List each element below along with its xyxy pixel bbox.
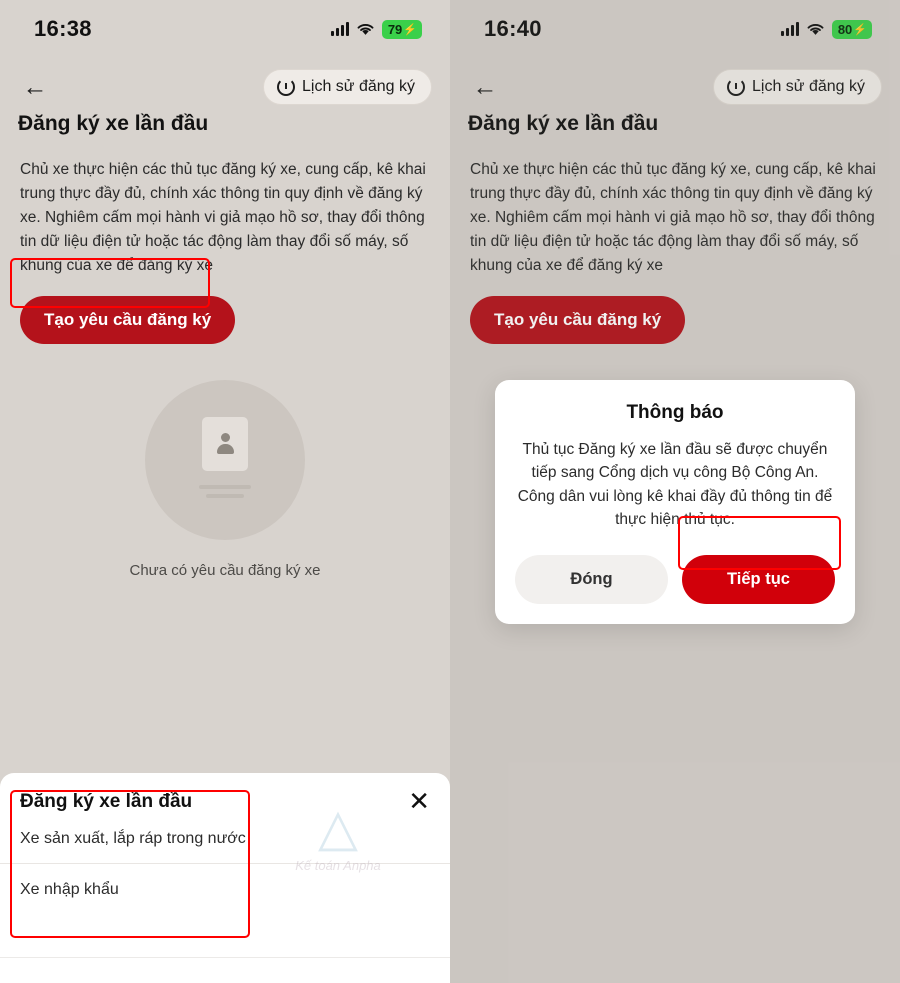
bottom-sheet-title: Đăng ký xe lần đầu	[20, 791, 193, 812]
document-card-icon	[202, 417, 248, 471]
battery-indicator	[382, 20, 422, 39]
empty-state	[0, 380, 450, 579]
dialog-continue-button[interactable]: Tiếp tục	[682, 555, 835, 604]
page-description: Chủ xe thực hiện các thủ tục đăng ký xe, cung cấp, kê khai trung thực đầy đủ, chính xác thông tin quy định về đăng ký xe. Nghiêm cấm mọi hành vi giả mạo hồ sơ, thay đổi thông tin dữ liệu điện tử hoặc tác động làm thay đổi số máy, số khung của xe để đăng ký xe	[20, 161, 426, 275]
placeholder-lines	[199, 480, 251, 503]
create-registration-request-button[interactable]: Tạo yêu cầu đăng ký	[20, 296, 235, 344]
cellular-signal-icon	[331, 22, 349, 36]
sheet-option-imported[interactable]: Xe nhập khẩu	[0, 863, 450, 914]
registration-history-button[interactable]	[263, 69, 432, 105]
dialog-message: Thủ tục Đăng ký xe lần đầu sẽ được chuyển tiếp sang Cổng dịch vụ công Bộ Công An. Công dân vui lòng kê khai đầy đủ thông tin để thực hiện thủ tục.	[517, 441, 833, 528]
dialog-close-button[interactable]: Đóng	[515, 555, 668, 604]
page-description: Chủ xe thực hiện các thủ tục đăng ký xe, cung cấp, kê khai trung thực đầy đủ, chính xác thông tin quy định về đăng ký xe. Nghiêm cấm mọi hành vi giả mạo hồ sơ, thay đổi thông tin dữ liệu điện tử hoặc tác động làm thay đổi số máy, số khung của xe để đăng ký xe	[470, 161, 876, 275]
right-phone-screen	[450, 0, 900, 983]
dialog-actions	[515, 555, 835, 604]
page-title: Đăng ký xe lần đầu	[18, 112, 209, 135]
watermark-logo-icon: △	[318, 799, 358, 857]
battery-charging-icon: ⚡	[853, 23, 867, 36]
clock-history-icon	[277, 78, 295, 96]
close-icon[interactable]: ✕	[408, 786, 430, 816]
back-button[interactable]: ←	[472, 72, 498, 101]
wifi-icon	[356, 22, 375, 36]
registration-history-label: Lịch sử đăng ký	[302, 78, 415, 95]
watermark	[278, 799, 398, 873]
watermark-text: Kế toán Anpha	[295, 857, 381, 873]
create-registration-request-button[interactable]: Tạo yêu cầu đăng ký	[470, 296, 685, 344]
status-time: 16:40	[484, 16, 542, 41]
battery-level: 80	[837, 21, 853, 37]
back-button[interactable]: ←	[22, 72, 48, 101]
bottom-sheet	[0, 773, 450, 983]
status-time: 16:38	[34, 16, 92, 41]
battery-charging-icon: ⚡	[403, 23, 417, 36]
status-bar	[0, 0, 450, 58]
page-title: Đăng ký xe lần đầu	[468, 112, 659, 135]
notification-dialog	[495, 380, 855, 624]
dialog-title: Thông báo	[626, 402, 724, 423]
empty-state-text: Chưa có yêu cầu đăng ký xe	[129, 562, 321, 579]
empty-state-illustration	[145, 380, 305, 540]
status-indicators	[331, 20, 422, 39]
cta-container	[0, 278, 450, 344]
sheet-bottom-bar	[0, 957, 450, 983]
app-bar	[0, 58, 450, 110]
person-icon	[217, 433, 234, 455]
registration-history-label: Lịch sử đăng ký	[752, 78, 865, 95]
battery-level: 79	[387, 21, 403, 37]
sheet-option-domestic[interactable]: Xe sản xuất, lắp ráp trong nước	[20, 830, 246, 847]
